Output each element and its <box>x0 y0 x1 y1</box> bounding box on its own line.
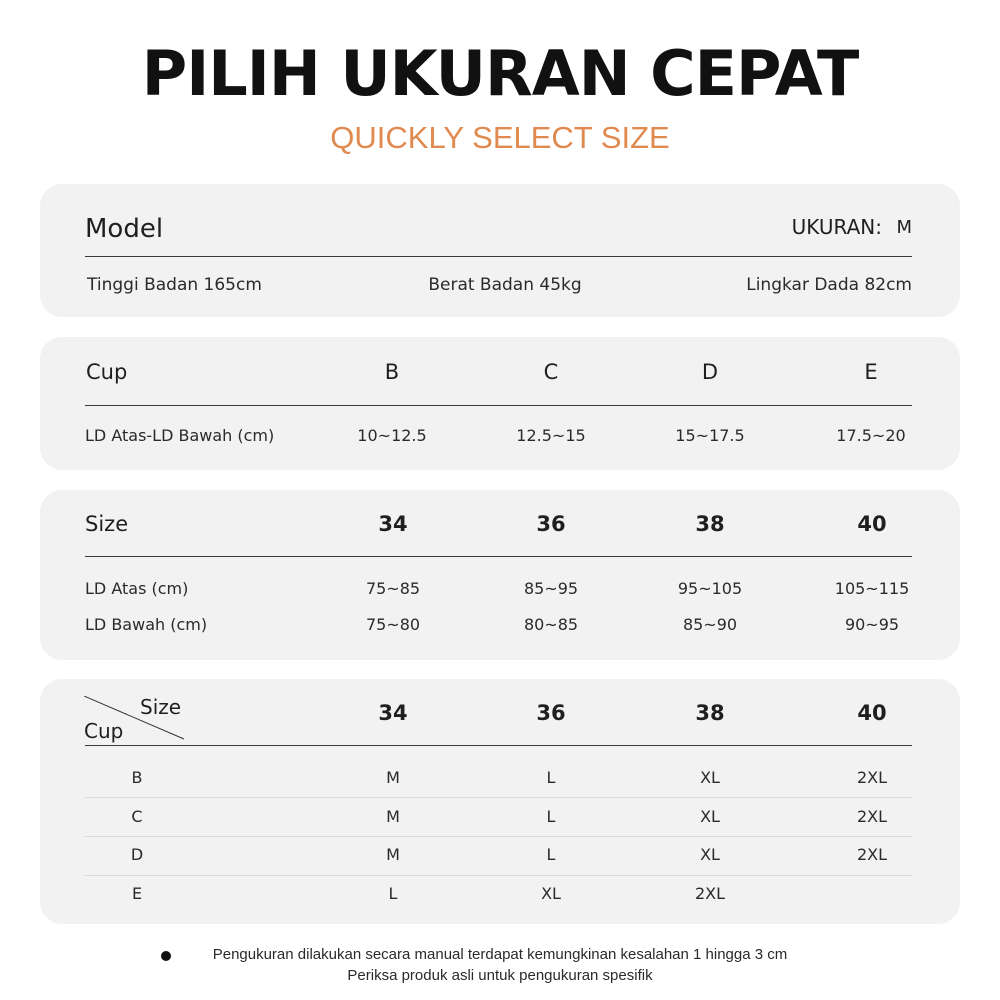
matrix-cell: XL <box>700 845 720 864</box>
matrix-cell: XL <box>541 884 561 903</box>
model-heading: Model <box>85 214 164 244</box>
divider <box>85 556 912 557</box>
page-subtitle: QUICKLY SELECT SIZE <box>330 120 670 155</box>
matrix-cell: L <box>546 845 556 864</box>
cup-col-e: E <box>864 360 878 384</box>
matrix-cell: 2XL <box>694 884 726 903</box>
size-cell: 85~95 <box>523 579 579 598</box>
cup-header: Cup <box>86 360 128 384</box>
model-info-card <box>40 184 960 317</box>
matrix-cell: M <box>386 807 400 826</box>
cup-row-label: LD Atas-LD Bawah (cm) <box>85 426 275 445</box>
matrix-col-36: 36 <box>536 701 566 725</box>
model-chest: Lingkar Dada 82cm <box>746 275 912 295</box>
matrix-cell: L <box>546 768 556 787</box>
matrix-row-cup: D <box>130 845 144 864</box>
matrix-row-cup: B <box>131 768 143 787</box>
size-row-label: LD Atas (cm) <box>85 579 189 598</box>
matrix-cell: XL <box>700 768 720 787</box>
cup-value-e: 17.5~20 <box>836 426 906 445</box>
matrix-cell: M <box>386 768 400 787</box>
matrix-cell: 2XL <box>856 768 888 787</box>
matrix-col-34: 34 <box>378 701 408 725</box>
size-cell: 75~85 <box>365 579 421 598</box>
row-divider <box>85 797 912 798</box>
cup-value-b: 10~12.5 <box>357 426 427 445</box>
divider <box>85 745 912 746</box>
cup-value-c: 12.5~15 <box>516 426 586 445</box>
size-cell: 95~105 <box>677 579 743 598</box>
size-table-card <box>40 490 960 660</box>
divider <box>85 256 912 257</box>
model-weight: Berat Badan 45kg <box>428 275 582 295</box>
page-title: PILIH UKURAN CEPAT <box>141 37 859 110</box>
matrix-cell: XL <box>700 807 720 826</box>
cup-col-b: B <box>384 360 400 384</box>
matrix-cell: M <box>386 845 400 864</box>
size-cell: 90~95 <box>844 615 900 634</box>
size-matrix-card <box>40 679 960 924</box>
matrix-col-38: 38 <box>695 701 725 725</box>
size-col-34: 34 <box>378 512 408 536</box>
cup-col-c: C <box>543 360 559 384</box>
divider <box>85 405 912 406</box>
row-divider <box>85 875 912 876</box>
cup-value-d: 15~17.5 <box>675 426 745 445</box>
size-col-40: 40 <box>857 512 887 536</box>
matrix-cell: L <box>388 884 398 903</box>
model-size-label: UKURAN: <box>791 215 882 239</box>
note-line-2: Periksa produk asli untuk pengukuran spesifik <box>347 967 653 984</box>
row-divider <box>85 836 912 837</box>
size-cell: 85~90 <box>682 615 738 634</box>
model-height: Tinggi Badan 165cm <box>87 275 262 295</box>
matrix-cell: L <box>546 807 556 826</box>
matrix-size-label: Size <box>140 695 182 719</box>
matrix-cell: 2XL <box>856 845 888 864</box>
size-col-36: 36 <box>536 512 566 536</box>
matrix-cup-label: Cup <box>84 719 124 743</box>
size-cell: 75~80 <box>365 615 421 634</box>
size-cell: 105~115 <box>834 579 910 598</box>
size-cell: 80~85 <box>523 615 579 634</box>
matrix-col-40: 40 <box>857 701 887 725</box>
note-line-1: Pengukuran dilakukan secara manual terdapat kemungkinan kesalahan 1 hingga 3 cm <box>212 946 788 963</box>
cup-table-card <box>40 337 960 470</box>
size-row-label: LD Bawah (cm) <box>85 615 208 634</box>
matrix-row-cup: E <box>131 884 143 903</box>
size-header: Size <box>85 512 129 536</box>
model-size-value: M <box>896 217 912 238</box>
size-col-38: 38 <box>695 512 725 536</box>
matrix-cell: 2XL <box>856 807 888 826</box>
cup-col-d: D <box>701 360 719 384</box>
matrix-row-cup: C <box>131 807 143 826</box>
